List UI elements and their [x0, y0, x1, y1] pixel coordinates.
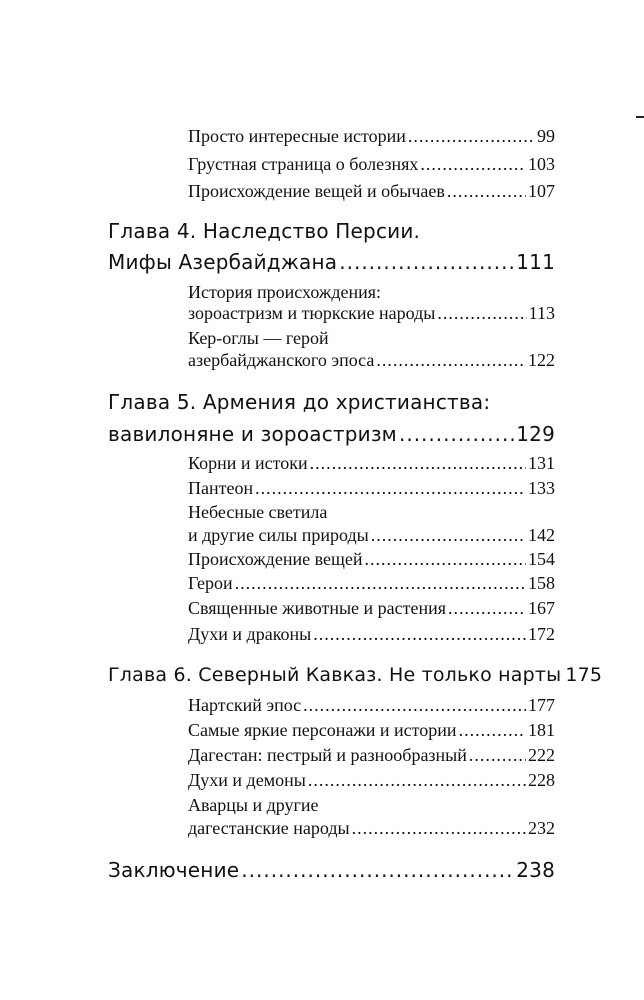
toc-entry-page: 107 [528, 181, 555, 201]
toc-entry [188, 598, 555, 619]
toc-leader-dots [371, 525, 526, 546]
toc-leader-dots [408, 126, 535, 147]
toc-entry-page: 122 [528, 350, 555, 370]
toc-entry [188, 818, 555, 839]
toc-leader-dots [352, 818, 526, 839]
toc-leader-dots [447, 181, 526, 202]
chapter-entry [108, 250, 555, 274]
toc-leader-dots [308, 770, 526, 791]
toc-leader-dots [241, 858, 514, 882]
toc-entry-page: 172 [528, 624, 555, 644]
toc-entry-title: Мифы Азербайджана [108, 250, 338, 274]
toc-entry [188, 453, 555, 474]
toc-entry [188, 770, 555, 791]
toc-entry-page: 228 [528, 770, 555, 790]
toc-entry-line: История происхождения: [188, 282, 382, 302]
toc-entry-page: 142 [528, 525, 555, 545]
toc-entry-page: 133 [528, 478, 555, 498]
toc-entry-page: 177 [528, 695, 555, 715]
toc-leader-dots [459, 720, 526, 741]
toc-entry [188, 720, 555, 741]
toc-entry-title: Происхождение вещей [188, 549, 363, 569]
toc-entry-title: азербайджанского эпоса [188, 350, 375, 370]
toc-entry-page: 232 [528, 818, 555, 838]
toc-leader-dots [399, 422, 514, 446]
chapter-entry [108, 858, 555, 882]
toc-leader-dots [364, 549, 526, 570]
toc-leader-dots [448, 598, 526, 619]
toc-leader-dots [255, 478, 526, 499]
toc-entry-title: Глава 6. Северный Кавказ. Не только нарты [108, 664, 562, 686]
toc-entry-page: 129 [516, 422, 555, 446]
toc-leader-dots [303, 695, 526, 716]
toc-entry-title: Просто интересные истории [188, 126, 406, 146]
toc-entry-line: Аварцы и другие [188, 795, 319, 815]
toc-entry-line: Кер-оглы — герой [188, 328, 329, 348]
chapter-heading-line: Глава 5. Армения до христианства: [108, 390, 491, 414]
toc-entry [188, 549, 555, 570]
toc-entry-page: 222 [528, 745, 555, 765]
toc-entry-title: дагестанские народы [188, 818, 350, 838]
toc-entry-title: Духи и демоны [188, 770, 306, 790]
toc-entry [188, 154, 555, 175]
toc-entry-title: Дагестан: пестрый и разнообразный [188, 745, 467, 765]
chapter-heading-line: Глава 4. Наследство Персии. [108, 219, 421, 243]
toc-leader-dots [310, 453, 526, 474]
toc-entry-page: 103 [528, 154, 555, 174]
toc-entry-title: Нартский эпос [188, 695, 302, 715]
toc-entry [188, 478, 555, 499]
toc-leader-dots [313, 624, 526, 645]
toc-entry [188, 695, 555, 716]
toc-entry [188, 126, 555, 147]
toc-entry-page: 238 [516, 858, 555, 882]
toc-entry-line: Небесные светила [188, 502, 328, 522]
toc-entry-title: Духи и драконы [188, 624, 312, 644]
toc-leader-dots [420, 154, 526, 175]
toc-entry [188, 350, 555, 371]
toc-entry-title: Священные животные и растения [188, 598, 447, 618]
toc-entry-title: Грустная страница о болезнях [188, 154, 419, 174]
toc-leader-dots [437, 303, 526, 324]
toc-entry-page: 154 [528, 549, 555, 569]
toc-leader-dots [376, 350, 526, 371]
toc-entry [188, 624, 555, 645]
toc-entry-title: Корни и истоки [188, 453, 308, 473]
toc-entry-page: 113 [528, 303, 555, 323]
toc-leader-dots [235, 573, 526, 594]
toc-entry-title: и другие силы природы [188, 525, 369, 545]
toc-entry [188, 303, 555, 324]
toc-entry-page: 181 [528, 720, 555, 740]
toc-entry-page: 175 [565, 664, 603, 686]
toc-entry [188, 525, 555, 546]
edge-mark [636, 116, 644, 118]
toc-leader-dots [339, 250, 514, 274]
toc-entry-page: 111 [516, 250, 555, 274]
toc-entry [188, 573, 555, 594]
toc-entry-title: зороастризм и тюркские народы [188, 303, 436, 323]
toc-entry-page: 167 [528, 598, 555, 618]
toc-entry-page: 99 [537, 126, 555, 146]
toc-entry-title: вавилоняне и зороастризм [108, 422, 397, 446]
toc-entry [188, 745, 555, 766]
toc-entry-page: 131 [528, 453, 555, 473]
toc-entry-title: Заключение [108, 858, 240, 882]
toc-leader-dots [469, 745, 526, 766]
toc-entry [188, 181, 555, 202]
toc-entry-title: Происхождение вещей и обычаев [188, 181, 445, 201]
chapter-entry [108, 664, 603, 686]
chapter-entry [108, 422, 555, 446]
toc-entry-title: Герои [188, 573, 233, 593]
toc-entry-title: Пантеон [188, 478, 254, 498]
toc-entry-page: 158 [528, 573, 555, 593]
toc-entry-title: Самые яркие персонажи и истории [188, 720, 457, 740]
